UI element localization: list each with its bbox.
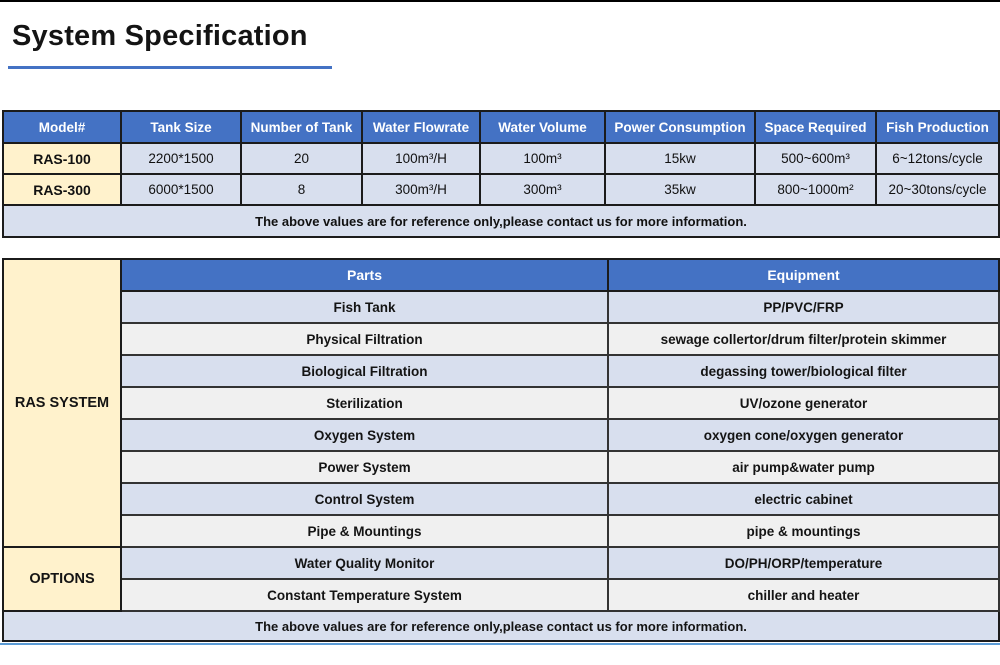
spec-header-number-of-tank: Number of Tank: [241, 111, 362, 143]
spec-cell: 6000*1500: [121, 174, 241, 205]
part-cell: Power System: [121, 451, 608, 483]
spec-header-model: Model#: [3, 111, 121, 143]
system-row: [3, 387, 999, 419]
spec-cell: 35kw: [605, 174, 755, 205]
spec-cell: 20: [241, 143, 362, 174]
spec-cell: 6~12tons/cycle: [876, 143, 999, 174]
spec-cell: 300m³: [480, 174, 605, 205]
spec-cell: 500~600m³: [755, 143, 876, 174]
spec-cell: 100m³: [480, 143, 605, 174]
part-cell: Fish Tank: [121, 291, 608, 323]
spec-note: The above values are for reference only,please contact us for more information.: [3, 205, 999, 237]
spec-note-row: [3, 205, 999, 237]
system-row: [3, 515, 999, 547]
spec-header-water-flowrate: Water Flowrate: [362, 111, 480, 143]
system-row: [3, 419, 999, 451]
spec-table: [2, 110, 1000, 238]
spec-cell: 20~30tons/cycle: [876, 174, 999, 205]
spec-header-power-consumption: Power Consumption: [605, 111, 755, 143]
part-cell: Physical Filtration: [121, 323, 608, 355]
spec-cell: 8: [241, 174, 362, 205]
equipment-cell: UV/ozone generator: [608, 387, 999, 419]
part-cell: Pipe & Mountings: [121, 515, 608, 547]
system-note-row: [3, 611, 999, 641]
spec-cell: 800~1000m²: [755, 174, 876, 205]
spec-header-space-required: Space Required: [755, 111, 876, 143]
spec-cell: 300m³/H: [362, 174, 480, 205]
equipment-cell: degassing tower/biological filter: [608, 355, 999, 387]
equipment-cell: DO/PH/ORP/temperature: [608, 547, 999, 579]
part-cell: Sterilization: [121, 387, 608, 419]
equipment-cell: pipe & mountings: [608, 515, 999, 547]
part-cell: Constant Temperature System: [121, 579, 608, 611]
part-cell: Biological Filtration: [121, 355, 608, 387]
system-row: [3, 451, 999, 483]
spec-header-row: [3, 111, 999, 143]
equipment-cell: electric cabinet: [608, 483, 999, 515]
system-table: [2, 258, 1000, 642]
part-cell: Oxygen System: [121, 419, 608, 451]
spec-cell: 15kw: [605, 143, 755, 174]
system-row: [3, 547, 999, 579]
spec-cell: 2200*1500: [121, 143, 241, 174]
spec-cell: 100m³/H: [362, 143, 480, 174]
system-row: [3, 323, 999, 355]
equipment-cell: PP/PVC/FRP: [608, 291, 999, 323]
page-title: System Specification: [12, 20, 308, 52]
spec-row-ras-300: [3, 174, 999, 205]
top-border-line: [0, 0, 1000, 2]
spec-row-ras-100: [3, 143, 999, 174]
model-cell: RAS-100: [3, 143, 121, 174]
spec-header-fish-production: Fish Production: [876, 111, 999, 143]
system-header-row: [3, 259, 999, 291]
system-row: [3, 483, 999, 515]
part-cell: Control System: [121, 483, 608, 515]
model-cell: RAS-300: [3, 174, 121, 205]
spec-header-tank-size: Tank Size: [121, 111, 241, 143]
equipment-cell: oxygen cone/oxygen generator: [608, 419, 999, 451]
system-row: [3, 355, 999, 387]
group-label-ras-system: RAS SYSTEM: [3, 259, 121, 547]
system-row: [3, 579, 999, 611]
spec-header-water-volume: Water Volume: [480, 111, 605, 143]
group-label-options: OPTIONS: [3, 547, 121, 611]
title-underline: [8, 66, 332, 69]
system-row: [3, 291, 999, 323]
equipment-cell: air pump&water pump: [608, 451, 999, 483]
equipment-cell: chiller and heater: [608, 579, 999, 611]
parts-column-header: Parts: [121, 259, 608, 291]
system-note: The above values are for reference only,please contact us for more information.: [3, 611, 999, 641]
equipment-cell: sewage collertor/drum filter/protein skimmer: [608, 323, 999, 355]
bottom-accent-line: [0, 643, 1000, 645]
part-cell: Water Quality Monitor: [121, 547, 608, 579]
equipment-column-header: Equipment: [608, 259, 999, 291]
